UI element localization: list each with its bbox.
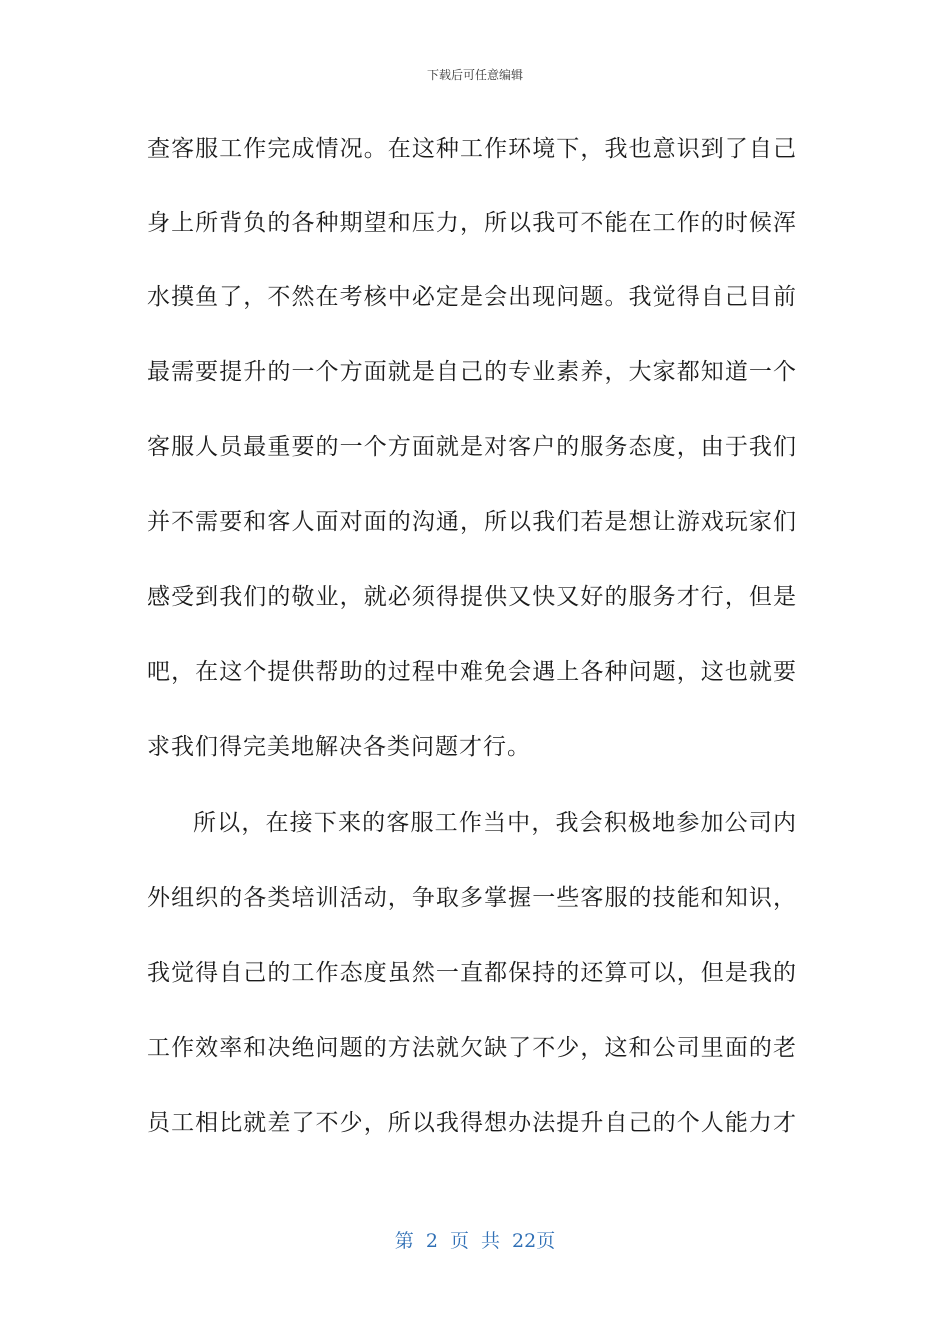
paragraph-1-line: 客服人员最重要的一个方面就是对客户的服务态度，由于我们: [147, 434, 797, 460]
paragraph-2-line: 外组织的各类培训活动，争取多掌握一些客服的技能和知识，: [147, 885, 797, 911]
paragraph-2-line: 我觉得自己的工作态度虽然一直都保持的还算可以，但是我的: [147, 960, 797, 986]
paragraph-1-line: 感受到我们的敬业，就必须得提供又快又好的服务才行，但是: [147, 584, 797, 610]
paragraph-1-line: 最需要提升的一个方面就是自己的专业素养，大家都知道一个: [147, 359, 797, 385]
paragraph-1-line: 并不需要和客人面对面的沟通，所以我们若是想让游戏玩家们: [147, 509, 797, 535]
page-number-footer: 第 2 页 共 22页: [394, 1230, 556, 1252]
paragraph-1-line: 水摸鱼了，不然在考核中必定是会出现问题。我觉得自己目前: [147, 284, 797, 310]
paragraph-1-line: 求我们得完美地解决各类问题才行。: [147, 734, 531, 760]
paragraph-2-line: 所以，在接下来的客服工作当中，我会积极地参加公司内: [193, 810, 797, 836]
header-note: 下载后可任意编辑: [426, 68, 523, 82]
paragraph-1-line: 查客服工作完成情况。在这种工作环境下，我也意识到了自己: [147, 136, 797, 162]
paragraph-1-line: 身上所背负的各种期望和压力，所以我可不能在工作的时候浑: [147, 210, 797, 236]
paragraph-2-line: 工作效率和决绝问题的方法就欠缺了不少，这和公司里面的老: [147, 1035, 797, 1061]
paragraph-2-line: 员工相比就差了不少，所以我得想办法提升自己的个人能力才: [147, 1110, 797, 1136]
paragraph-1-line: 吧，在这个提供帮助的过程中难免会遇上各种问题，这也就要: [147, 659, 797, 685]
